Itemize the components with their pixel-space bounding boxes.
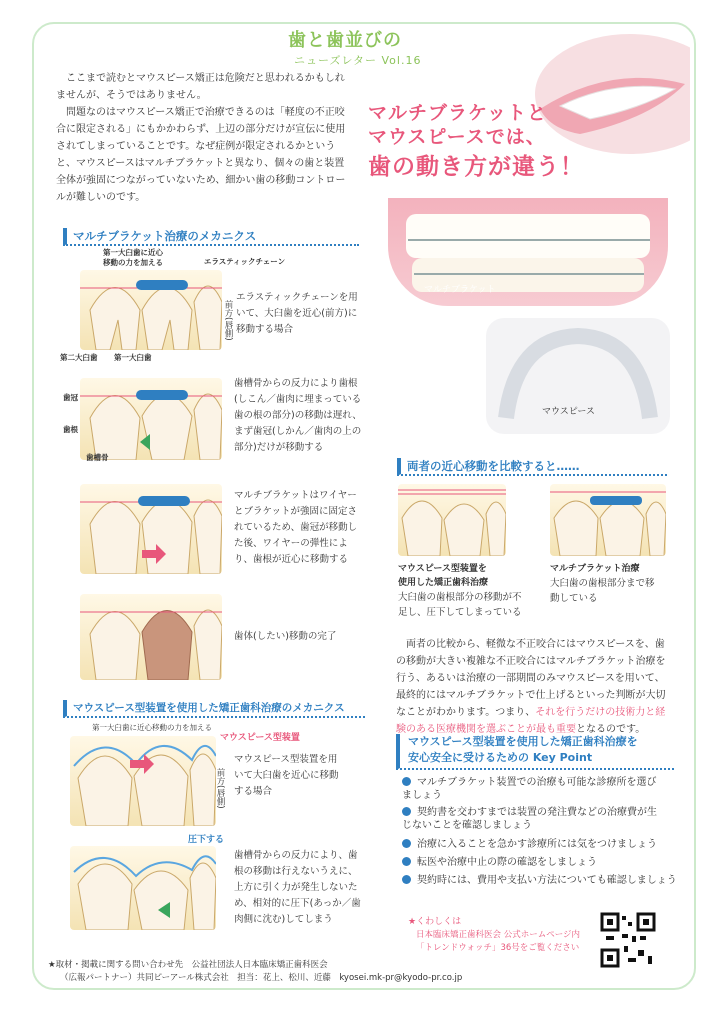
footer-line-1: ★取材・掲載に関する問い合わせ先 公益社団法人日本臨床矯正歯科医会 [48, 960, 328, 970]
keypoint-heading-line-1: マウスピース型装置を使用した矯正歯科治療を [408, 735, 638, 748]
label-force-mouthpiece: 第一大臼歯に近心移動の力を加える [92, 723, 212, 732]
headline-line-2: マウスピースでは、 [368, 126, 546, 148]
label-press-down: 圧下する [188, 835, 225, 845]
label-root: 歯根 [63, 425, 78, 434]
qr-code[interactable] [600, 912, 656, 968]
footer-line-2: （広報パートナー）共同ピーアール株式会社 担当：花上、松川、近藤 kyosei.mk-pr@kyodo-pr.co.jp [60, 973, 463, 983]
compare-diagram-bracket [550, 484, 666, 556]
tooth-diagram-6 [70, 846, 216, 930]
multi-step-2-text: 歯槽骨からの反力により歯根(しこん／歯肉に埋まっている歯の根の部分)の移動は遅れ、まず歯冠(しかん／歯肉の上の部分)だけが移動する [234, 378, 362, 453]
compare-left-title-line-2: 使用した矯正歯科治療 [398, 578, 489, 588]
tooth-diagram-3 [80, 484, 222, 574]
tooth-diagram-2 [80, 378, 222, 460]
label-front: 前方(唇側) [223, 300, 233, 341]
keypoint-item-3 [402, 838, 678, 851]
tooth-diagram-5 [70, 736, 216, 826]
multi-bracket-heading: マルチブラケット治療のメカニクス [63, 228, 359, 246]
bullet-icon [402, 777, 411, 786]
compare-left-desc: 大臼歯の歯根部分の移動が不足し、圧下してしまっている [398, 592, 522, 618]
label-second-molar: 第二大臼歯 [60, 353, 98, 362]
keypoint-item-1 [402, 776, 662, 802]
label-first-molar: 第一大臼歯 [114, 353, 152, 362]
mouthpiece-heading: マウスピース型装置を使用した矯正歯科治療のメカニクス [63, 700, 365, 718]
newsletter-title: 歯と歯並びの [288, 30, 402, 51]
mouth-step-1-text: マウスピース型装置を用いて大臼歯を近心に移動する場合 [234, 754, 339, 797]
bullet-icon [402, 857, 411, 866]
tooth-diagram-1 [80, 270, 222, 350]
label-mouthpiece-device: マウスピース型装置 [220, 733, 300, 743]
mouth-step-2-text: 歯槽骨からの反力により、歯根の移動は行えないうえに、上方に引く力が発生しないため、相対的に圧下(あっか／歯肉側に沈む)してしまう [234, 850, 361, 925]
intro-paragraph-2: 問題なのはマウスピース矯正で治療できるのは「軽度の不正咬合に限定される」にもかかわらず、上辺の部分だけが宣伝に使用されてしまっていることです。なぜ症例が限定されるかというと、マウスピースはマルチブラケットと異なり、個々の歯と装置全体が強固につながっていないため、細かい歯の移動コントロールが難しいのです。 [56, 107, 346, 203]
mouthpiece-photo-label: マウスピース [542, 407, 595, 417]
bullet-icon [402, 839, 411, 848]
info-line-3: 「トレンドウォッチ」36号をご覧ください [416, 943, 580, 953]
compare-paragraph-part-1: 両者の比較から、軽微な不正咬合にはマウスピースを、歯の移動が大きい複雑な不正咬合にはマルチブラケット治療を行う、あるいは治療の一部期間のみマウスピースを用いて、最終的にはマルチブラケットで仕上げるといった判断が大切なことがわかります。つまり、 [396, 639, 666, 718]
keypoint-item-4-text: 転医や治療中止の際の確認をしましょう [417, 857, 597, 868]
newsletter-subtitle: ニューズレター Vol.16 [294, 54, 422, 67]
bullet-icon [402, 875, 411, 884]
keypoint-item-3-text: 治療に入ることを急かす診療所には気をつけましょう [417, 839, 657, 850]
label-crown: 歯冠 [63, 393, 78, 402]
label-elastic-chain: エラスティックチェーン [204, 257, 286, 266]
label-alveolar-bone: 歯槽骨 [86, 453, 109, 462]
label-front-2: 前方(唇側) [215, 768, 225, 809]
compare-diagram-mouthpiece [398, 484, 506, 556]
compare-left-title-line-1: マウスピース型装置を [398, 564, 487, 574]
keypoint-heading-line-2: 安心安全に受けるための Key Point [408, 751, 593, 764]
info-line-2: 日本臨床矯正歯科医会 公式ホームページ内 [416, 930, 581, 940]
keypoint-item-2-text: 契約書を交わすまでは装置の発注費などの治療費が生じないことを確認しましょう [402, 807, 657, 831]
multi-step-4-text: 歯体(したい)移動の完了 [234, 631, 337, 642]
keypoint-item-1-text: マルチブラケット装置での治療も可能な診療所を選びましょう [402, 777, 657, 801]
keypoint-item-2 [402, 806, 662, 832]
multi-step-3-text: マルチブラケットはワイヤーとブラケットが強固に固定されているため、歯冠が移動した後、ワイヤーの弾性により、歯根が近心に移動する [234, 490, 358, 565]
label-force-first-molar: 第一大臼歯に近心 移動の力を加える [103, 248, 163, 267]
tooth-diagram-4 [80, 594, 222, 680]
headline-line-1: マルチブラケットと [368, 102, 548, 124]
compare-heading: 両者の近心移動を比較すると…… [397, 458, 667, 476]
intro-paragraph-1: ここまで読むとマウスピース矯正は危険だと思われるかもしれませんが、そうではありません。 [56, 73, 345, 101]
compare-right-desc: 大臼歯の歯根部分まで移動している [550, 578, 655, 604]
keypoint-item-5 [402, 874, 678, 887]
compare-paragraph-emphasis: それを行うだけの技術力と経験のある医療機関を選ぶことが最も重要 [396, 707, 666, 735]
compare-paragraph-part-2: となるのです。 [576, 724, 646, 735]
keypoint-item-4 [402, 856, 678, 869]
info-line-1: ★くわしくは [408, 917, 462, 927]
keypoint-heading [396, 734, 674, 770]
compare-right-title: マルチブラケット治療 [550, 564, 640, 574]
keypoint-item-5-text: 契約時には、費用や支払い方法についても確認しましょう [417, 875, 677, 886]
bullet-icon [402, 807, 411, 816]
headline-line-3: 歯の動き方が違う！ [368, 154, 584, 180]
bracket-photo-label: マルチブラケット [424, 285, 496, 295]
compare-paragraph [396, 636, 674, 738]
multi-step-1-text: エラスティックチェーンを用いて、大臼歯を近心(前方)に移動する場合 [236, 292, 358, 335]
